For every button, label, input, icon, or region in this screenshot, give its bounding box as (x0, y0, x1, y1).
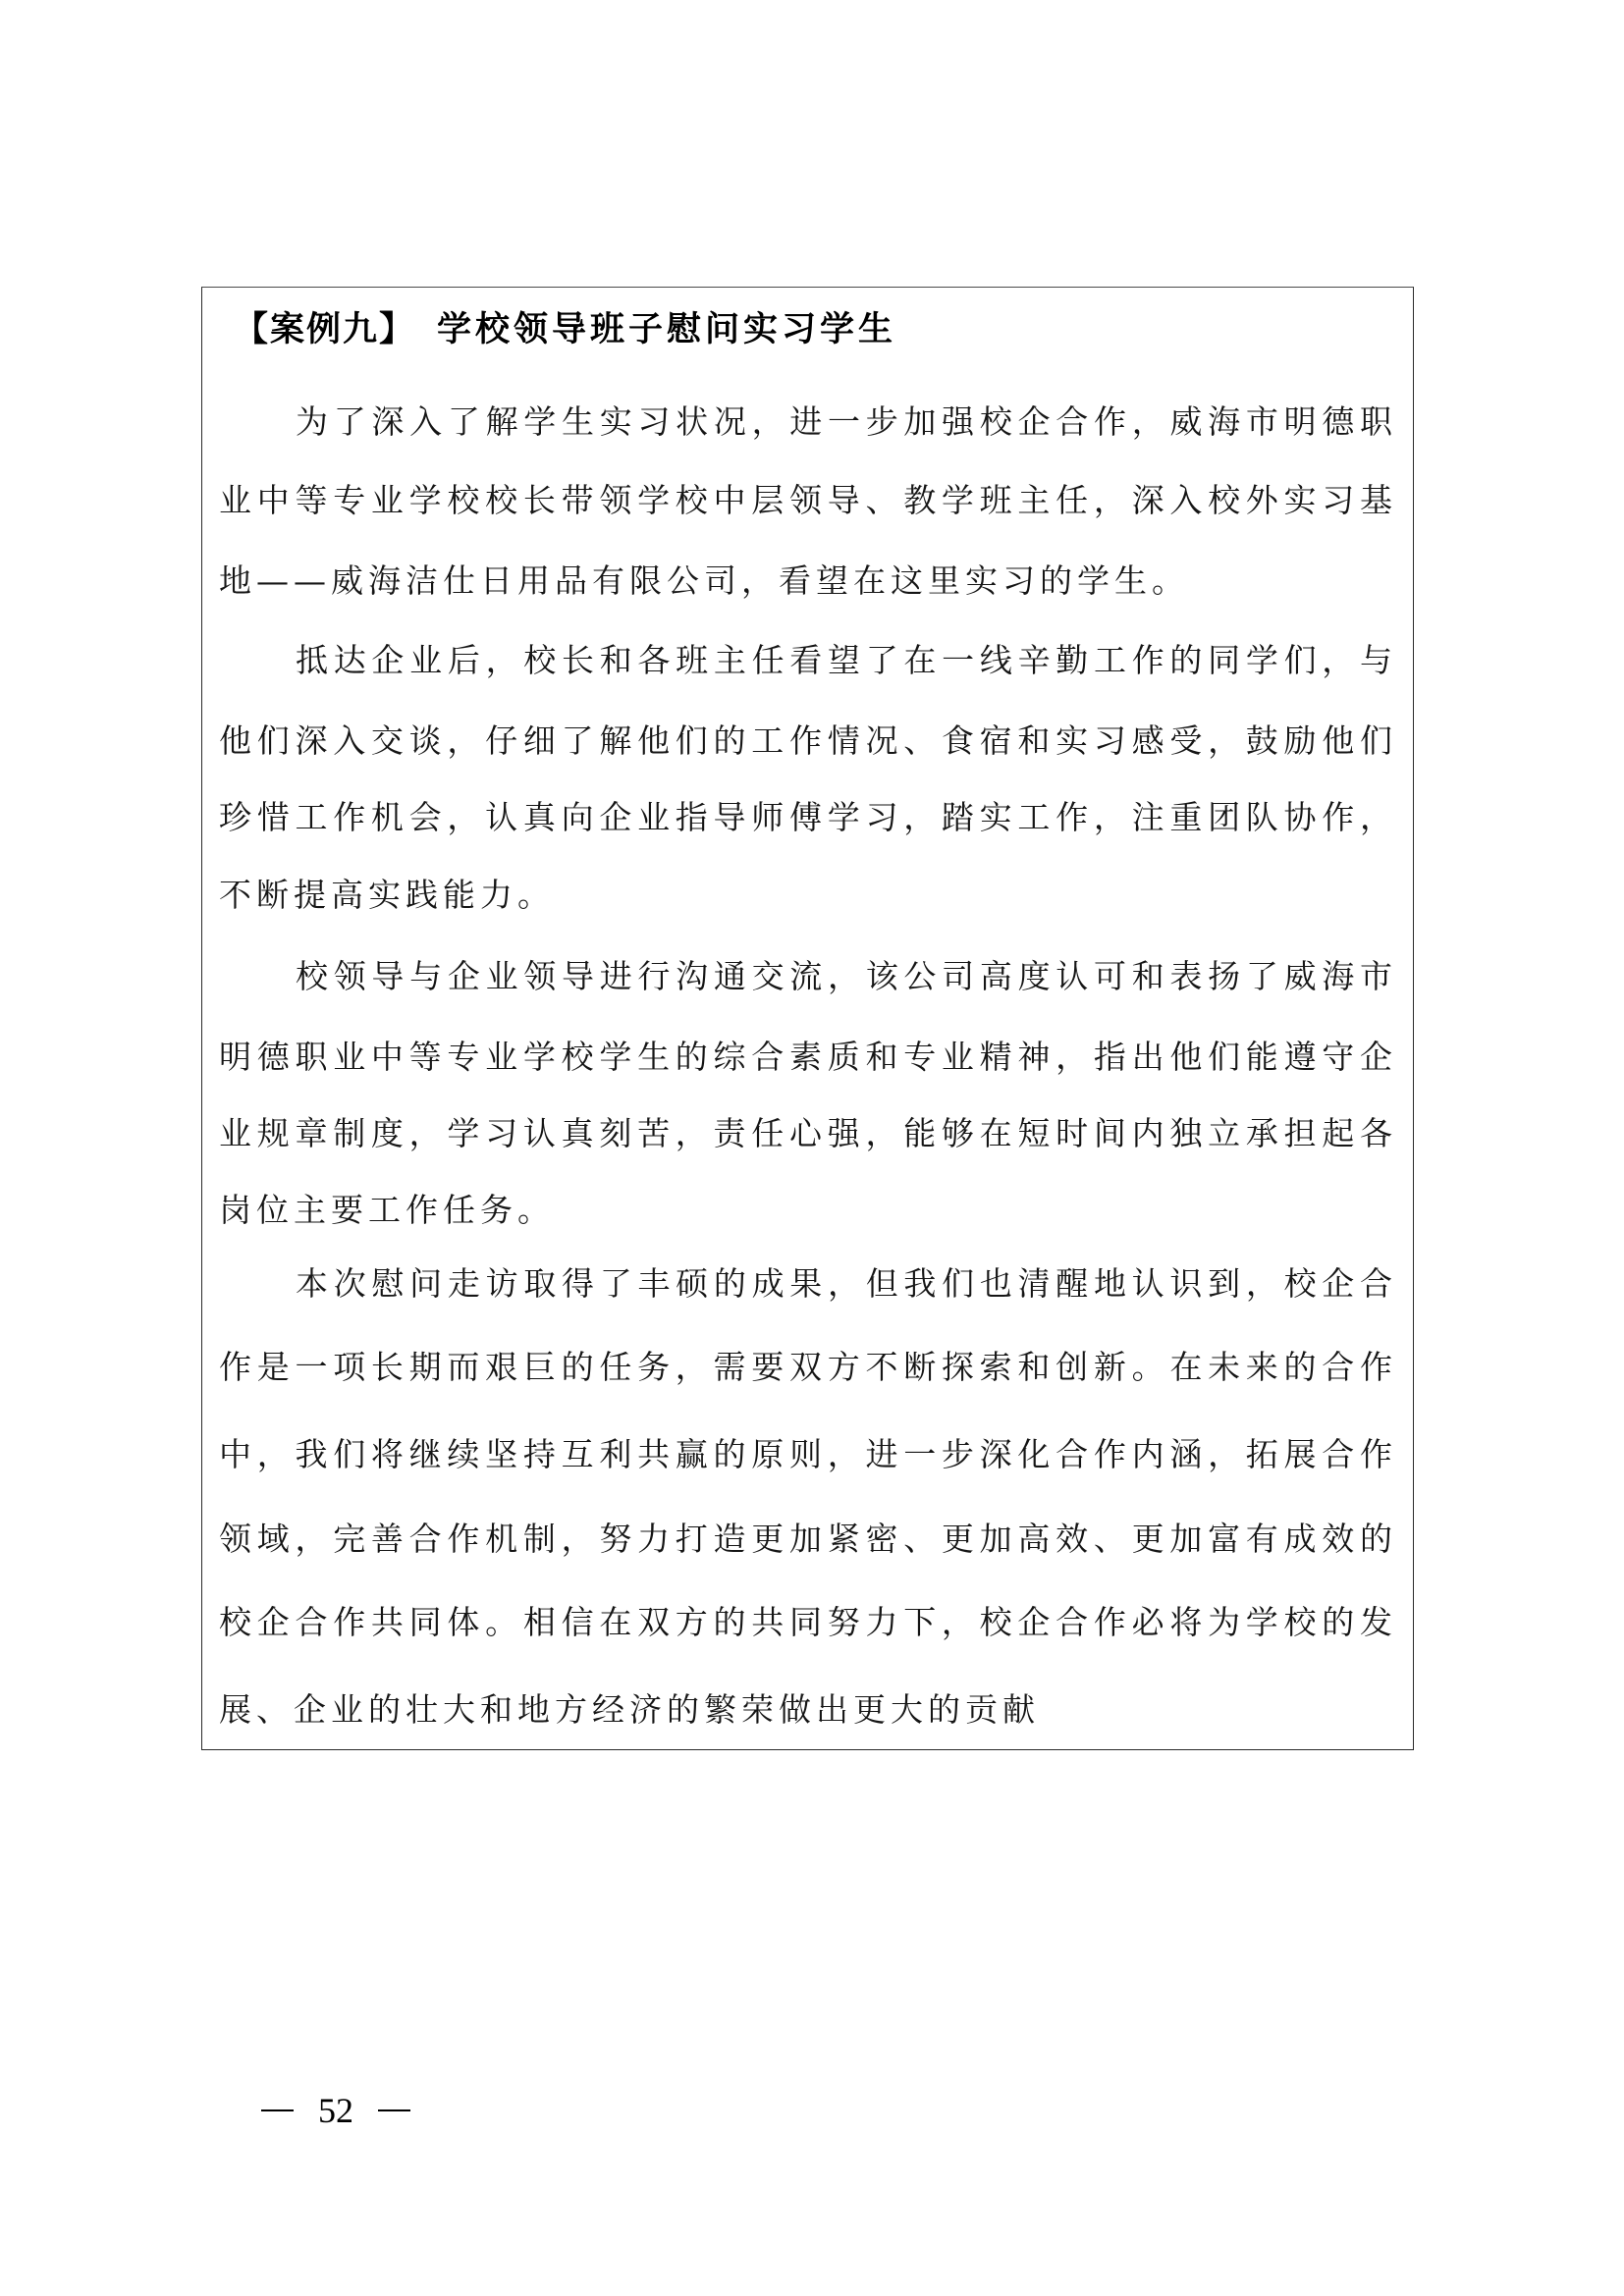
paragraph-2-line-2: 他们深入交谈，仔细了解他们的工作情况、食宿和实习感受，鼓励他们 (219, 721, 1397, 760)
paragraph-2-line-4: 不断提高实践能力。 (219, 876, 555, 914)
paragraph-3-line-3: 业规章制度，学习认真刻苦，责任心强，能够在短时间内独立承担起各 (219, 1114, 1397, 1152)
paragraph-4-line-3: 中，我们将继续坚持互利共赢的原则，进一步深化合作内涵，拓展合作 (219, 1435, 1397, 1473)
paragraph-1-line-3: 地——威海洁仕日用品有限公司，看望在这里实习的学生。 (219, 561, 1189, 600)
paragraph-3-line-4: 岗位主要工作任务。 (219, 1191, 555, 1229)
paragraph-4-line-1: 本次慰问走访取得了丰硕的成果，但我们也清醒地认识到，校企合 (296, 1264, 1397, 1303)
page-number-dash-left (261, 2109, 294, 2111)
paragraph-4-line-4: 领域，完善合作机制，努力打造更加紧密、更加高效、更加富有成效的 (219, 1520, 1397, 1558)
paragraph-2-line-1: 抵达企业后，校长和各班主任看望了在一线辛勤工作的同学们，与 (296, 641, 1397, 679)
page-number-dash-right (378, 2109, 410, 2111)
paragraph-3-line-1: 校领导与企业领导进行沟通交流，该公司高度认可和表扬了威海市 (296, 957, 1397, 995)
case-heading (234, 308, 896, 351)
paragraph-4-line-2: 作是一项长期而艰巨的任务，需要双方不断探索和创新。在未来的合作 (219, 1348, 1397, 1386)
paragraph-1-line-2: 业中等专业学校校长带领学校中层领导、教学班主任，深入校外实习基 (219, 481, 1397, 519)
page-number-value: 52 (318, 2091, 353, 2130)
paragraph-4-line-6: 展、企业的壮大和地方经济的繁荣做出更大的贡献 (219, 1690, 1040, 1729)
paragraph-2-line-3: 珍惜工作机会，认真向企业指导师傅学习，踏实工作，注重团队协作， (219, 798, 1397, 836)
case-title: 学校领导班子慰问实习学生 (437, 309, 897, 349)
paragraph-4-line-5: 校企合作共同体。相信在双方的共同努力下，校企合作必将为学校的发 (219, 1603, 1397, 1641)
case-label: 【案例九】 (234, 309, 416, 349)
paragraph-3-line-2: 明德职业中等专业学校学生的综合素质和专业精神，指出他们能遵守企 (219, 1038, 1397, 1076)
paragraph-1-line-1: 为了深入了解学生实习状况，进一步加强校企合作，威海市明德职 (296, 402, 1397, 441)
page-number (261, 2089, 410, 2132)
